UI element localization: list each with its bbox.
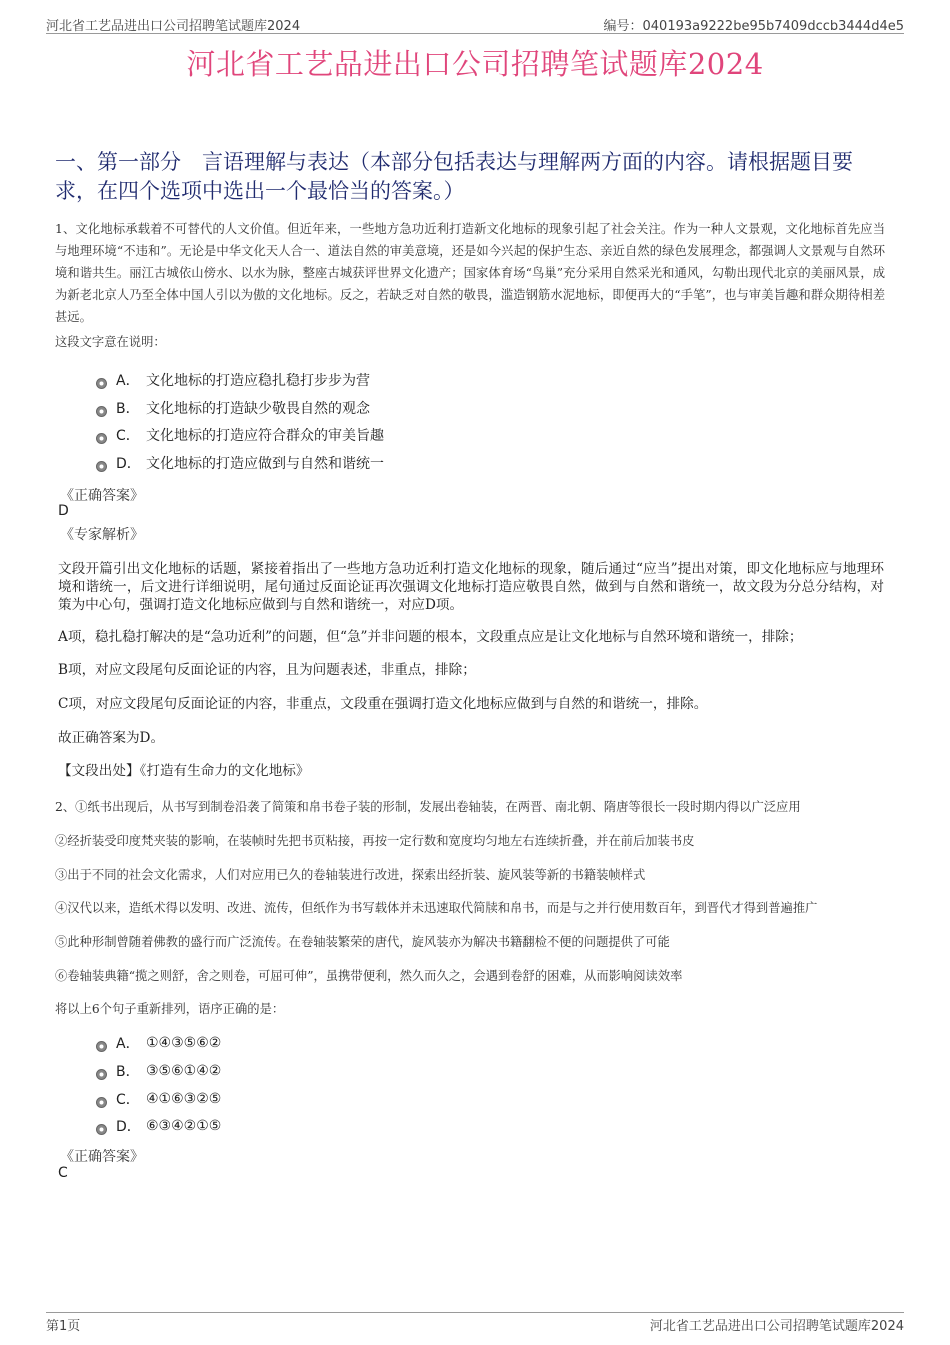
radio-icon[interactable] — [96, 1069, 107, 1080]
q2-sentence: ④汉代以来，造纸术得以发明、改进、流传，但纸作为书写载体并未迅速取代简牍和帛书，而是与之并行使用数百年，到晋代才得到普遍推广 — [55, 901, 818, 915]
radio-icon[interactable] — [96, 1097, 107, 1108]
option-text: 文化地标的打造缺少敬畏自然的观念 — [146, 401, 370, 417]
page-footer — [46, 1312, 904, 1333]
option-letter: D． — [116, 456, 141, 472]
option-text: ①④③⑤⑥② — [146, 1035, 222, 1051]
radio-icon[interactable] — [96, 1124, 107, 1135]
q1-option-a[interactable] — [96, 369, 370, 391]
q2-sentence: ②经折装受印度梵夹装的影响，在装帧时先把书页粘接，再按一定行数和宽度均匀地左右连续折叠，并在前后加装书皮 — [55, 834, 695, 848]
radio-icon[interactable] — [96, 1041, 107, 1052]
option-text: 文化地标的打造应稳扎稳打步步为营 — [146, 373, 370, 389]
q2-option-c[interactable] — [96, 1088, 221, 1110]
q1-analysis-label: 《专家解析》 — [60, 527, 144, 543]
option-letter: C． — [116, 428, 140, 444]
option-text: 文化地标的打造应做到与自然和谐统一 — [146, 456, 384, 472]
option-letter: D． — [116, 1119, 141, 1135]
q2-sentence: ③出于不同的社会文化需求，人们对应用已久的卷轴装进行改进，探索出经折装、旋风装等新的书籍装帧样式 — [55, 868, 646, 882]
page-title: 河北省工艺品进出口公司招聘笔试题库2024 — [186, 47, 764, 81]
q1-analysis-paragraph: 文段开篇引出文化地标的话题，紧接着指出了一些地方急功近利打造文化地标的现象，随后通过“应当”提出对策，即文化地标应与地理环境和谐统一，后文进行详细说明，尾句通过反面论证再次强调文化地标打造应敬畏自然，做到与自然和谐统一，故文段为分总分结构，对策为中心句，强调打造文化地标应做到与自然和谐统一，对应D项。 — [58, 561, 884, 613]
option-letter: A． — [116, 373, 140, 389]
q1-option-d[interactable] — [96, 452, 384, 474]
q2-option-a[interactable] — [96, 1032, 221, 1054]
footer-page-number: 第1页 — [46, 1319, 81, 1334]
q1-option-b[interactable] — [96, 397, 370, 419]
q1-option-c[interactable] — [96, 424, 384, 446]
q2-question: 将以上6个句子重新排列，语序正确的是： — [55, 1002, 285, 1016]
radio-icon[interactable] — [96, 461, 107, 472]
section-heading: 一、第一部分 言语理解与表达（本部分包括表达与理解两方面的内容。请根据题目要求，在四个选项中选出一个最恰当的答案。） — [55, 150, 853, 203]
footer-doc-title: 河北省工艺品进出口公司招聘笔试题库2024 — [649, 1319, 904, 1334]
radio-icon[interactable] — [96, 433, 107, 444]
q1-analysis-paragraph: B项，对应文段尾句反面论证的内容，且为问题表述，非重点，排除； — [58, 662, 476, 678]
q2-answer-label: 《正确答案》 — [60, 1149, 144, 1165]
option-letter: C． — [116, 1092, 140, 1108]
q1-analysis-paragraph: A项，稳扎稳打解决的是“急功近利”的问题，但“急”并非问题的根本，文段重点应是让文化地标与自然环境和谐统一，排除； — [58, 629, 803, 645]
q1-analysis-paragraph: C项，对应文段尾句反面论证的内容，非重点，文段重在强调打造文化地标应做到与自然的和谐统一，排除。 — [58, 696, 708, 712]
q1-answer: D — [58, 503, 69, 519]
radio-icon[interactable] — [96, 378, 107, 389]
option-text: 文化地标的打造应符合群众的审美旨趣 — [146, 428, 384, 444]
option-letter: B． — [116, 401, 140, 417]
q1-source: 【文段出处】《打造有生命力的文化地标》 — [58, 763, 310, 779]
q2-sentence: 2、①纸书出现后，从书写到制卷沿袭了简策和帛书卷子装的形制，发展出卷轴装，在两晋、南北朝、隋唐等很长一段时期内得以广泛应用 — [55, 800, 801, 814]
page-header — [46, 13, 904, 34]
header-doc-title: 河北省工艺品进出口公司招聘笔试题库2024 — [46, 19, 301, 34]
radio-icon[interactable] — [96, 406, 107, 417]
q2-sentence: ⑥卷轴装典籍“揽之则舒，舍之则卷，可屈可伸”，虽携带便利，然久而久之，会遇到卷舒的困难，从而影响阅读效率 — [55, 969, 683, 983]
q2-sentence: ⑤此种形制曾随着佛教的盛行而广泛流传。在卷轴装繁荣的唐代，旋风装亦为解决书籍翻检不便的问题提供了可能 — [55, 935, 670, 949]
header-doc-id: 编号：040193a9222be95b7409dccb3444d4e5 — [603, 19, 904, 34]
q1-answer-label: 《正确答案》 — [60, 488, 144, 504]
q1-stem: 1、文化地标承载着不可替代的人文价值。但近年来，一些地方急功近利打造新文化地标的现象引起了社会关注。作为一种人文景观，文化地标首先应当与地理环境“不违和”。无论是中华文化天人合一、道法自然的审美意境，还是如今兴起的保护生态、亲近自然的绿色发展理念，都强调人文景观与自然环境和谐共生。丽江古城依山傍水、以水为脉，整座古城获评世界文化遗产；国家体育场“鸟巢”充分采用自然采光和通风，勾勒出现代北京的美丽风景，成为新老北京人乃至全体中国人引以为傲的文化地标。反之，若缺乏对自然的敬畏，滥造钢筋水泥地标，即便再大的“手笔”，也与审美旨趣和群众期待相差甚远。 — [55, 222, 885, 324]
option-letter: A． — [116, 1036, 140, 1052]
q2-option-d[interactable] — [96, 1115, 221, 1137]
option-letter: B． — [116, 1064, 140, 1080]
option-text: ③⑤⑥①④② — [146, 1063, 222, 1079]
q2-answer: C — [58, 1165, 68, 1181]
q1-analysis-paragraph: 故正确答案为D。 — [58, 730, 165, 746]
option-text: ④①⑥③②⑤ — [146, 1091, 222, 1107]
option-text: ⑥③④②①⑤ — [146, 1118, 222, 1134]
q1-question: 这段文字意在说明： — [55, 335, 166, 349]
q2-option-b[interactable] — [96, 1060, 221, 1082]
